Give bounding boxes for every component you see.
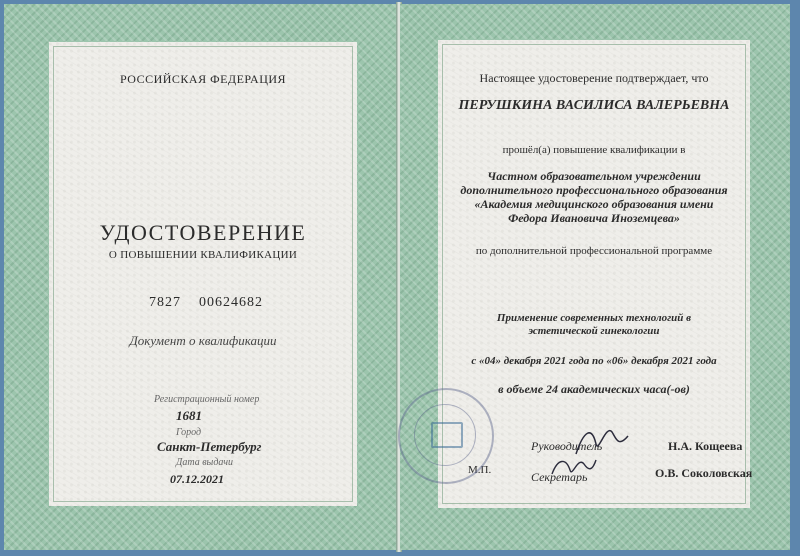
left-page [4,4,398,550]
head-label: Руководитель [531,439,603,453]
qualification-statement: прошёл(а) повышение квалификации в [502,144,686,156]
secretary-signature-icon [548,450,598,482]
secretary-label: Секретарь [531,470,588,484]
registration-label: Регистрационный номер [154,394,260,405]
document-title: УДОСТОВЕРЕНИЕ [99,220,307,245]
organization-seal-icon [398,388,494,484]
city-label: Город [176,427,202,438]
program-label: по дополнительной профессиональной программе [475,245,713,257]
issue-date: 07.12.2021 [170,472,224,486]
stamp-label: М.П. [468,464,492,476]
organization-line-3: «Академия медицинского образования имени [474,197,714,211]
study-volume: в объеме 24 академических часа(-ов) [498,382,690,396]
city-value: Санкт-Петербург [157,439,262,454]
study-period: с «04» декабря 2021 года по «06» декабря 2021 года [471,355,717,367]
document-series: 7827 [149,295,181,310]
inner-frame [53,46,353,502]
left-page-inner [49,42,357,506]
registration-number: 1681 [176,408,202,423]
organization-line-4: Федора Ивановича Иноземцева» [508,211,680,225]
program-name-line-2: эстетической гинекологии [528,325,660,337]
document-number: 00624682 [199,295,263,310]
organization-line-2: дополнительного профессионального образования [460,183,728,197]
document-subtitle: О ПОВЫШЕНИИ КВАЛИФИКАЦИИ [108,249,298,261]
holder-name: ПЕРУШКИНА ВАСИЛИСА ВАЛЕРЬЕВНА [458,98,730,113]
program-name-line-1: Применение современных технологий в [496,312,692,324]
certificate-intro: Настоящее удостоверение подтверждает, что [479,71,709,85]
country-label: РОССИЙСКАЯ ФЕДЕРАЦИЯ [119,72,287,86]
head-name: Н.А. Кощеева [668,439,743,453]
organization-line-1: Частном образовательном учреждении [487,169,701,183]
secretary-name: О.В. Соколовская [655,466,753,480]
document-type: Документ о квалификации [129,333,277,348]
issue-date-label: Дата выдачи [176,457,234,468]
